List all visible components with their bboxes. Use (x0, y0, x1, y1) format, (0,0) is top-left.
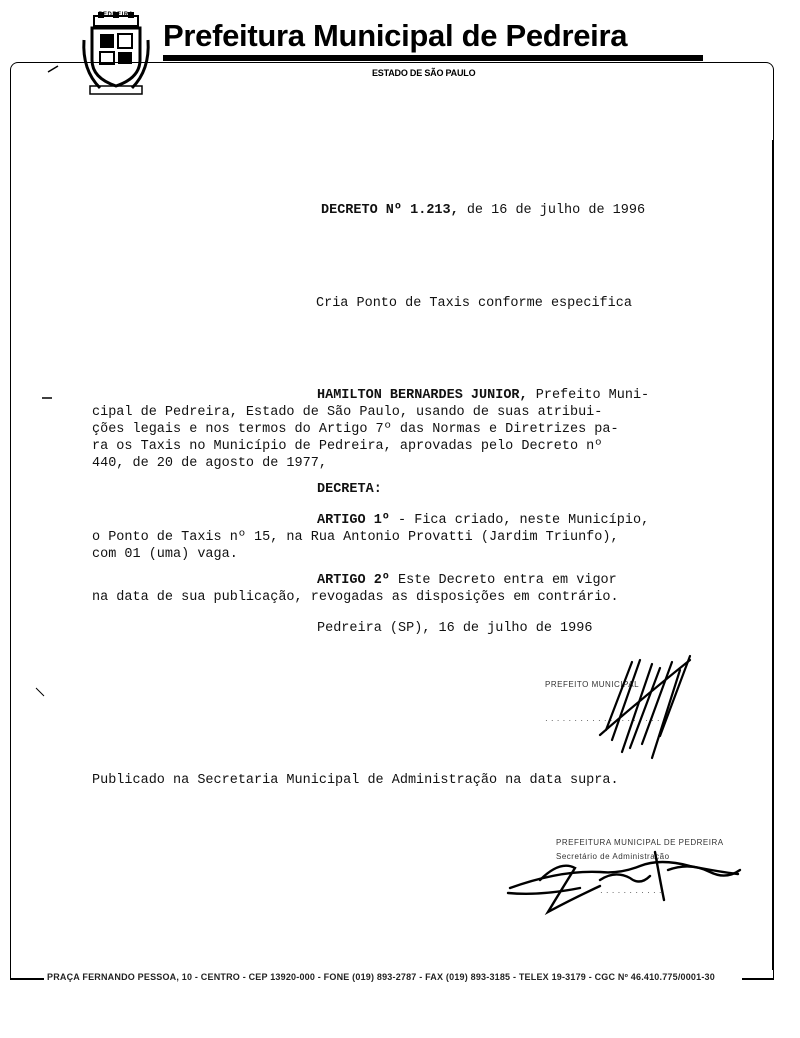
article-2-label: ARTIGO 2º (317, 573, 390, 588)
footer-rule-left (10, 978, 44, 980)
decree-number: DECRETO Nº 1.213, (321, 203, 459, 218)
decree-heading (321, 202, 645, 219)
crest-word: PEDREIRA (98, 12, 134, 18)
preamble-paragraph (92, 387, 702, 472)
place-and-date: Pedreira (SP), 16 de julho de 1996 (317, 621, 593, 636)
footer-address: PRAÇA FERNANDO PESSOA, 10 - CENTRO - CEP 13920-000 - FONE (019) 893-2787 - FAX (019) 893-3185 - TELEX 19-3179 - CGC Nº 46.410.775/0001-30 (47, 972, 715, 982)
article-1 (92, 512, 702, 563)
article-line: com 01 (uma) vaga. (92, 547, 238, 562)
mayor-title: PREFEITO MUNICIPAL (545, 680, 640, 689)
article-line: o Ponto de Taxis nº 15, na Rua Antonio Provatti (Jardim Triunfo), (92, 530, 619, 545)
secretary-title: Secretário de Administração (556, 852, 670, 861)
preamble-line: ções legais e nos termos do Artigo 7º das Normas e Diretrizes pa- (92, 422, 619, 437)
page-frame-right-edge (772, 140, 774, 970)
publication-note: Publicado na Secretaria Municipal de Administração na data supra. (92, 773, 619, 788)
article-line: na data de sua publicação, revogadas as disposições em contrário. (92, 590, 619, 605)
preamble-line: 440, de 20 de agosto de 1977, (92, 456, 327, 471)
article-line: Este Decreto entra em vigor (389, 573, 617, 588)
mayor-dotted-line: · · · · · · · · · · · · · · · · · · · · (545, 716, 661, 725)
decree-summary: Cria Ponto de Taxis conforme especifica (316, 296, 632, 311)
title-underline (163, 55, 703, 61)
page-title: Prefeitura Municipal de Pedreira (163, 18, 628, 53)
preamble-line: ra os Taxis no Município de Pedreira, aprovadas pelo Decreto nº (92, 439, 603, 454)
mayor-name: HAMILTON BERNARDES JUNIOR, (317, 388, 528, 403)
preamble-line: cipal de Pedreira, Estado de São Paulo, usando de suas atribui- (92, 405, 603, 420)
state-subtitle: ESTADO DE SÃO PAULO (372, 68, 476, 78)
decree-date: de 16 de julho de 1996 (458, 203, 646, 218)
article-1-label: ARTIGO 1º (317, 513, 390, 528)
secretary-office: PREFEITURA MUNICIPAL DE PEDREIRA (556, 838, 724, 847)
footer-rule-right (742, 978, 774, 980)
article-line: - Fica criado, neste Município, (389, 513, 650, 528)
decreta-heading: DECRETA: (317, 482, 382, 497)
secretary-dotted-line: · · · · · · · · · · · (600, 888, 663, 897)
article-2 (92, 572, 702, 606)
preamble-line: Prefeito Muni- (527, 388, 650, 403)
